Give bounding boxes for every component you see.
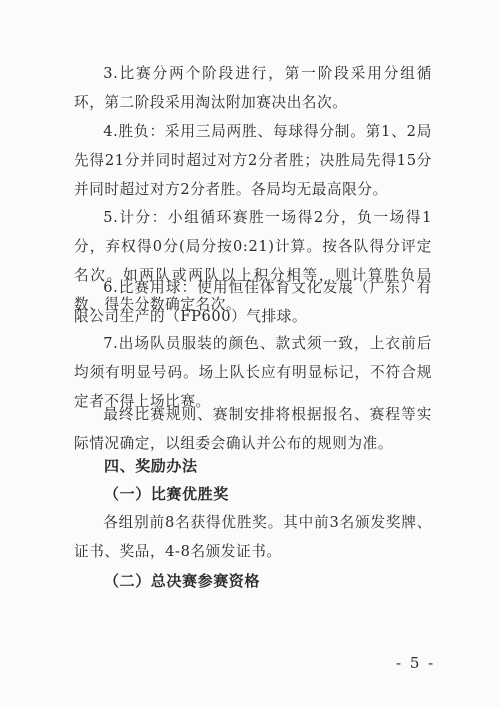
paragraph-scoring-rules: 5.计分：小组循环赛胜一场得2分，负一场得1分，弃权得0分(局分按0:21)计算。按各队得分评定名次。如两队或两队以上积分相等，则计算胜负局数、得失分数确定名次。 — [74, 209, 432, 313]
paragraph-competition-stages: 3.比赛分两个阶段进行，第一阶段采用分组循环，第二阶段采用淘汰附加赛决出名次。 — [74, 65, 432, 111]
subsection-heading-finals-qualification: （二）总决赛参赛资格 — [104, 572, 261, 590]
paragraph-win-loss-rules: 4.胜负：采用三局两胜、每球得分制。第1、2局先得21分并同时超过对方2分者胜；决胜局先得15分并同时超过对方2分者胜。各局均无最高限分。 — [74, 123, 432, 198]
section-heading-rewards: 四、奖励办法 — [104, 457, 198, 475]
subsection-heading-excellence-award: （一）比赛优胜奖 — [104, 485, 229, 503]
paragraph-final-rules-note: 最终比赛规则、赛制安排将根据报名、赛程等实际情况确定，以组委会确认并公布的规则为准。 — [74, 406, 432, 452]
paragraph-excellence-award: 各组别前8名获得优胜奖。其中前3名颁发奖牌、证书、奖品，4-8名颁发证书。 — [74, 514, 432, 560]
page-number: - 5 - — [396, 654, 436, 672]
paragraph-competition-ball: 6.比赛用球：使用恒佳体育文化发展（广东）有限公司生产的（FP600）气排球。 — [74, 279, 432, 325]
paragraph-team-uniform: 7.出场队员服装的颜色、款式须一致，上衣前后均须有明显号码。场上队长应有明显标记，不符合规定者不得上场比赛。 — [74, 335, 432, 410]
